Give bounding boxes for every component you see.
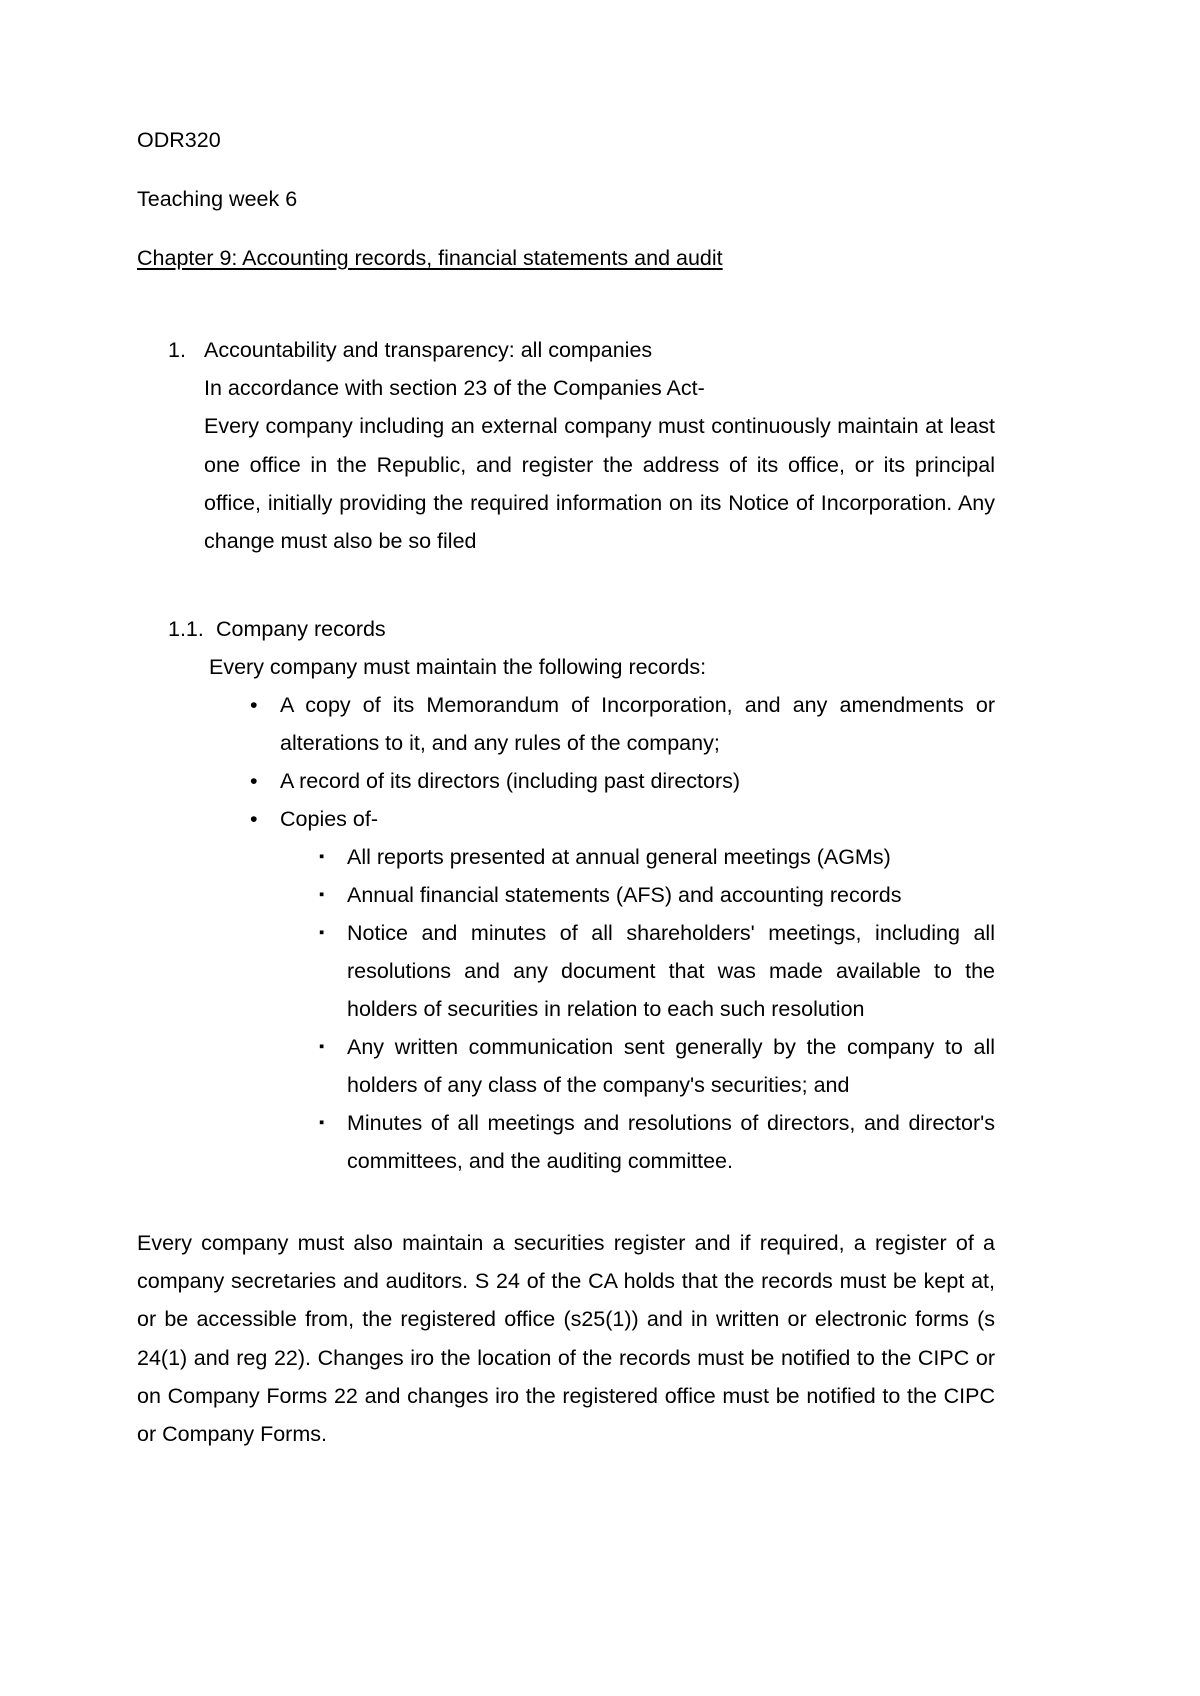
list-item — [137, 876, 995, 914]
square-bullet-icon: ▪ — [319, 924, 325, 942]
list-item-text: A copy of its Memorandum of Incorporation, and any amendments or alterations to it, and any rules of the company; — [280, 692, 995, 755]
list-item-text: Notice and minutes of all shareholders' meetings, including all resolutions and any document that was made available to the holders of securities in relation to each such resolution — [347, 921, 995, 1022]
list-item-text: Minutes of all meetings and resolutions of directors, and director's committees, and the auditing committee. — [347, 1111, 995, 1174]
closing-paragraph: Every company must also maintain a securities register and if required, a register of a company secretaries and auditors. S 24 of the CA holds that the records must be kept at, or be accessible from, the registered office (s25(1)) and in written or electronic forms (s 24(1) and reg 22). Changes iro the location of the records must be notified to the CIPC or on Company Forms 22 and changes iro the registered office must be notified to the CIPC or Company Forms. — [137, 1231, 995, 1446]
list-item-text: A record of its directors (including past directors) — [280, 768, 741, 793]
subsection-marker: 1.1. — [168, 616, 204, 641]
spacer-before-closing — [137, 1180, 995, 1224]
chapter-heading: Chapter 9: Accounting records, financial statements and audit — [137, 245, 723, 270]
numbered-item-1-body: Every company including an external company must continuously maintain at least one office in the Republic, and register the address of its office, or its principal office, initially providing the required information on its Notice of Incorporation. Any change must also be so filed — [204, 414, 995, 553]
list-item-text: Copies of- — [280, 806, 378, 831]
list-item — [137, 838, 995, 876]
square-bullet-icon: ▪ — [319, 1038, 325, 1056]
teaching-week: Teaching week 6 — [137, 186, 298, 211]
document-body — [137, 128, 995, 1453]
square-bullet-icon: ▪ — [319, 1114, 325, 1132]
list-item-text: Any written communication sent generally by the company to all holders of any class of the company's securities; and — [347, 1035, 995, 1098]
list-item — [137, 762, 995, 800]
square-bullet-icon: ▪ — [319, 847, 325, 865]
round-bullet-icon: • — [250, 768, 258, 793]
list-item — [137, 800, 995, 838]
subsection-heading-row — [137, 610, 995, 648]
numbered-item-1 — [137, 331, 995, 559]
round-bullet-icon: • — [250, 806, 258, 831]
numbered-item-1-heading: Accountability and transparency: all companies — [204, 338, 653, 363]
company-records-bullet-list — [137, 686, 995, 1181]
subsection-heading: Company records — [216, 616, 386, 641]
list-item — [137, 686, 995, 762]
square-bullet-icon: ▪ — [319, 886, 325, 903]
chapter-heading-container — [137, 246, 995, 302]
list-item — [137, 1104, 995, 1180]
list-item-text: Annual financial statements (AFS) and accounting records — [347, 883, 902, 907]
numbered-item-1-marker: 1. — [168, 338, 186, 363]
course-code: ODR320 — [137, 128, 221, 152]
subsection-lead-line: Every company must maintain the following records: — [209, 654, 707, 679]
spacer-after-item-1 — [137, 560, 995, 610]
list-item — [137, 1028, 995, 1104]
copies-of-sub-list — [137, 838, 995, 1180]
list-item — [137, 914, 995, 1028]
round-bullet-icon: • — [250, 692, 258, 717]
list-item-text: All reports presented at annual general meetings (AGMs) — [347, 844, 891, 869]
numbered-item-1-lead: In accordance with section 23 of the Companies Act- — [204, 376, 705, 401]
